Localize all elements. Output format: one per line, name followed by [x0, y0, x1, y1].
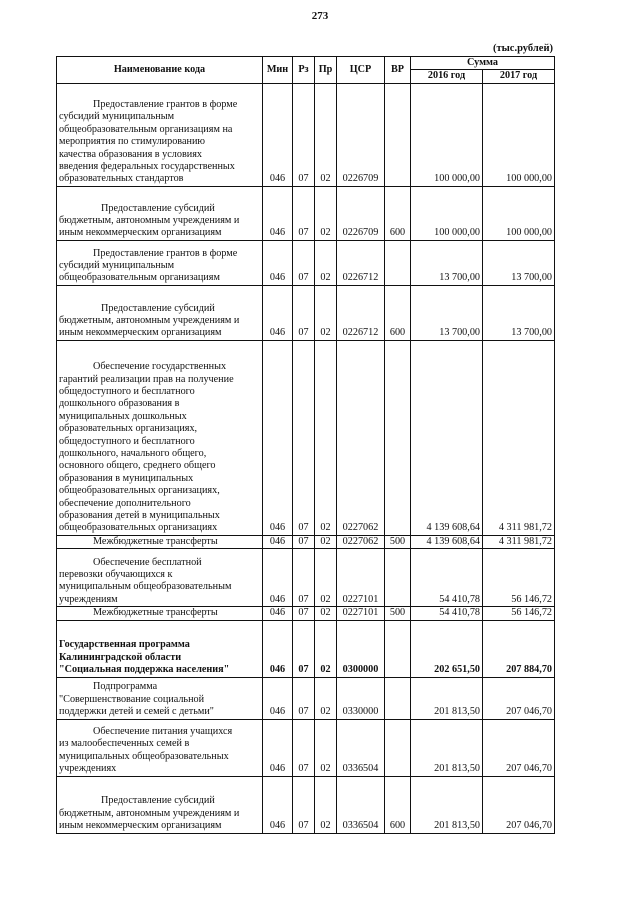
cell-2017: 56 146,72: [483, 607, 555, 620]
cell-2017: 207 046,70: [483, 776, 555, 833]
table-row: [57, 549, 555, 607]
row-name: Обеспечение бесплатной перевозки обучающихся к муниципальным общеобразовательным учреждениям: [57, 549, 263, 607]
cell-min: 046: [263, 719, 293, 776]
cell-2017: 207 046,70: [483, 719, 555, 776]
cell-vr: [385, 83, 411, 186]
cell-2016: 13 700,00: [411, 285, 483, 340]
row-name: Межбюджетные трансферты: [57, 607, 263, 620]
cell-csr: 0336504: [337, 719, 385, 776]
cell-rz: 07: [293, 719, 315, 776]
cell-2016: 201 813,50: [411, 719, 483, 776]
cell-pr: 02: [315, 186, 337, 240]
cell-min: 046: [263, 83, 293, 186]
header-name: Наименование кода: [57, 57, 263, 84]
cell-csr: 0227101: [337, 549, 385, 607]
cell-2016: 4 139 608,64: [411, 340, 483, 535]
cell-pr: 02: [315, 677, 337, 719]
cell-2017: 207 884,70: [483, 620, 555, 677]
cell-rz: 07: [293, 535, 315, 548]
row-name: Предоставление грантов в форме субсидий муниципальным общеобразовательным организациям на мероприятия по стимулированию качества образования в условиях введения федеральных государственных образовательных стандартов: [57, 83, 263, 186]
cell-min: 046: [263, 776, 293, 833]
cell-min: 046: [263, 535, 293, 548]
header-pr: Пр: [315, 57, 337, 84]
row-name: Государственная программа Калининградской области "Социальная поддержка населения": [57, 620, 263, 677]
cell-2017: 207 046,70: [483, 677, 555, 719]
header-row-1: [57, 57, 555, 70]
cell-min: 046: [263, 186, 293, 240]
cell-2016: 100 000,00: [411, 186, 483, 240]
cell-2016: 4 139 608,64: [411, 535, 483, 548]
table-row: [57, 240, 555, 285]
cell-pr: 02: [315, 607, 337, 620]
cell-min: 046: [263, 620, 293, 677]
cell-csr: 0226712: [337, 285, 385, 340]
cell-vr: [385, 240, 411, 285]
cell-min: 046: [263, 240, 293, 285]
cell-2017: 56 146,72: [483, 549, 555, 607]
cell-pr: 02: [315, 83, 337, 186]
cell-min: 046: [263, 549, 293, 607]
table-row: [57, 719, 555, 776]
cell-vr: 600: [385, 776, 411, 833]
cell-vr: 600: [385, 285, 411, 340]
table-row: [57, 620, 555, 677]
row-name: Обеспечение питания учащихся из малообеспеченных семей в муниципальных общеобразовательных учреждениях: [57, 719, 263, 776]
cell-rz: 07: [293, 549, 315, 607]
table-row: [57, 340, 555, 535]
cell-csr: 0227101: [337, 607, 385, 620]
table-row: [57, 535, 555, 548]
cell-vr: 500: [385, 535, 411, 548]
cell-csr: 0330000: [337, 677, 385, 719]
cell-2016: 201 813,50: [411, 776, 483, 833]
budget-table: [56, 56, 555, 834]
row-name: Обеспечение государственных гарантий реализации прав на получение общедоступного и бесплатного дошкольного образования в муниципальных дошкольных образовательных организациях, общедоступного и бесплатного дошкольного, начального общего, основного общего, среднего общего образования в муниципальных общеобразовательных организациях, обеспечение дополнительного образования детей в муниципальных общеобразовательных организациях: [57, 340, 263, 535]
cell-2016: 100 000,00: [411, 83, 483, 186]
cell-rz: 07: [293, 677, 315, 719]
page-number: 273: [311, 10, 329, 22]
cell-min: 046: [263, 607, 293, 620]
table-row: [57, 186, 555, 240]
row-name: Подпрограмма "Совершенствование социальной поддержки детей и семей с детьми": [57, 677, 263, 719]
cell-pr: 02: [315, 285, 337, 340]
cell-pr: 02: [315, 535, 337, 548]
cell-rz: 07: [293, 285, 315, 340]
cell-rz: 07: [293, 186, 315, 240]
cell-2016: 201 813,50: [411, 677, 483, 719]
cell-vr: [385, 549, 411, 607]
row-name: Предоставление субсидий бюджетным, автономным учреждениям и иным некоммерческим организациям: [57, 776, 263, 833]
cell-vr: 600: [385, 186, 411, 240]
cell-csr: 0226709: [337, 83, 385, 186]
table-row: [57, 677, 555, 719]
cell-csr: 0300000: [337, 620, 385, 677]
header-2016: 2016 год: [411, 70, 483, 83]
cell-2016: 13 700,00: [411, 240, 483, 285]
header-min: Мин: [263, 57, 293, 84]
header-sum: Сумма: [411, 57, 555, 70]
row-name: Предоставление грантов в форме субсидий муниципальным общеобразовательным организациям: [57, 240, 263, 285]
cell-rz: 07: [293, 83, 315, 186]
cell-2016: 54 410,78: [411, 607, 483, 620]
header-csr: ЦСР: [337, 57, 385, 84]
cell-vr: [385, 677, 411, 719]
cell-rz: 07: [293, 607, 315, 620]
cell-2017: 4 311 981,72: [483, 340, 555, 535]
cell-pr: 02: [315, 719, 337, 776]
cell-min: 046: [263, 285, 293, 340]
table-row: [57, 607, 555, 620]
cell-rz: 07: [293, 620, 315, 677]
row-name: Межбюджетные трансферты: [57, 535, 263, 548]
cell-2017: 100 000,00: [483, 186, 555, 240]
header-2017: 2017 год: [483, 70, 555, 83]
units-label: (тыс.рублей): [492, 43, 553, 54]
cell-csr: 0226709: [337, 186, 385, 240]
cell-2016: 202 651,50: [411, 620, 483, 677]
cell-rz: 07: [293, 240, 315, 285]
cell-min: 046: [263, 677, 293, 719]
cell-pr: 02: [315, 240, 337, 285]
table-row: [57, 776, 555, 833]
cell-pr: 02: [315, 340, 337, 535]
cell-rz: 07: [293, 340, 315, 535]
table-row: [57, 285, 555, 340]
cell-vr: [385, 719, 411, 776]
cell-2017: 13 700,00: [483, 285, 555, 340]
cell-rz: 07: [293, 776, 315, 833]
cell-pr: 02: [315, 549, 337, 607]
cell-csr: 0336504: [337, 776, 385, 833]
cell-2017: 100 000,00: [483, 83, 555, 186]
cell-pr: 02: [315, 620, 337, 677]
cell-2016: 54 410,78: [411, 549, 483, 607]
table-row: [57, 83, 555, 186]
cell-min: 046: [263, 340, 293, 535]
cell-vr: [385, 620, 411, 677]
cell-csr: 0226712: [337, 240, 385, 285]
cell-csr: 0227062: [337, 340, 385, 535]
header-vr: ВР: [385, 57, 411, 84]
row-name: Предоставление субсидий бюджетным, автономным учреждениям и иным некоммерческим организациям: [57, 285, 263, 340]
cell-2017: 4 311 981,72: [483, 535, 555, 548]
cell-pr: 02: [315, 776, 337, 833]
cell-vr: [385, 340, 411, 535]
header-rz: Рз: [293, 57, 315, 84]
row-name: Предоставление субсидий бюджетным, автономным учреждениям и иным некоммерческим организациям: [57, 186, 263, 240]
cell-csr: 0227062: [337, 535, 385, 548]
cell-2017: 13 700,00: [483, 240, 555, 285]
cell-vr: 500: [385, 607, 411, 620]
